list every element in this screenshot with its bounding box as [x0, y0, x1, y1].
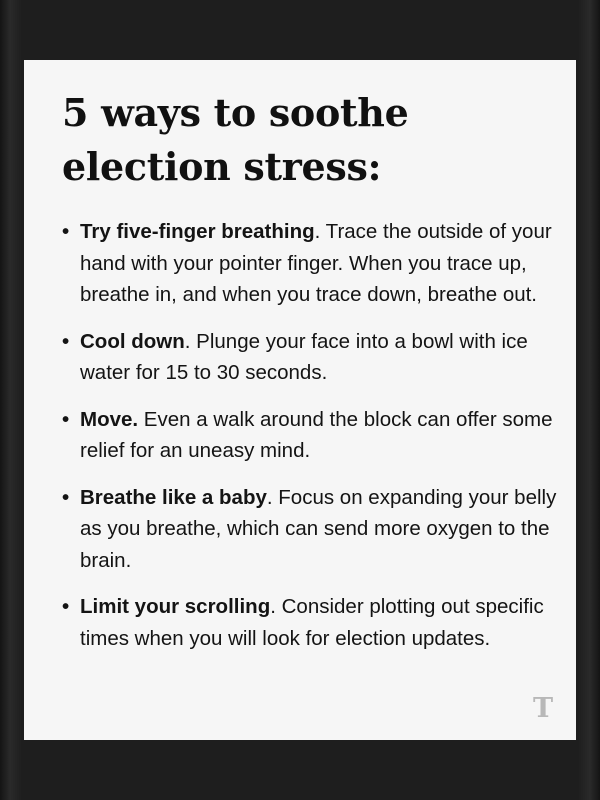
- tip-separator: .: [184, 329, 191, 353]
- title-line-2: election stress:: [62, 144, 382, 189]
- tip-item-move: [62, 404, 562, 467]
- tip-item-limit-your-scrolling: [62, 591, 562, 654]
- tip-separator: .: [270, 595, 276, 618]
- bullet-icon: •: [62, 220, 70, 243]
- tip-item-breathe-like-a-baby: [62, 482, 562, 577]
- tip-heading: Limit your scrolling: [80, 595, 271, 618]
- tip-item-cool-down: [62, 326, 562, 389]
- nyt-t-logo-icon: T: [532, 693, 554, 724]
- tip-body: Consider plotting out specific times when you will look for election updates.: [80, 595, 544, 650]
- tip-heading: Breathe like a baby: [80, 485, 267, 509]
- bullet-icon: •: [62, 485, 70, 509]
- tip-separator: .: [266, 485, 273, 509]
- bullet-icon: •: [62, 329, 70, 353]
- tips-list: [62, 216, 562, 669]
- tip-separator: .: [314, 220, 321, 243]
- tip-item-five-finger-breathing: [62, 216, 562, 311]
- card-title: [62, 86, 408, 194]
- bullet-icon: •: [62, 595, 70, 618]
- tip-body: Trace the outside of your hand with your pointer finger. When you trace up, breathe in, and when you trace down, breathe out.: [80, 220, 552, 306]
- tip-heading: Move.: [80, 407, 139, 431]
- tip-heading: Try five-finger breathing: [80, 220, 315, 243]
- tip-body: Even a walk around the block can offer some relief for an uneasy mind.: [80, 407, 553, 462]
- bullet-icon: •: [62, 407, 70, 431]
- tip-body: Focus on expanding your belly as you breathe, which can send more oxygen to the brain.: [80, 485, 557, 572]
- tip-heading: Cool down: [80, 329, 185, 353]
- title-line-1: 5 ways to soothe: [62, 90, 409, 135]
- tips-card: [24, 60, 576, 740]
- tip-body: Plunge your face into a bowl with ice water for 15 to 30 seconds.: [80, 329, 528, 384]
